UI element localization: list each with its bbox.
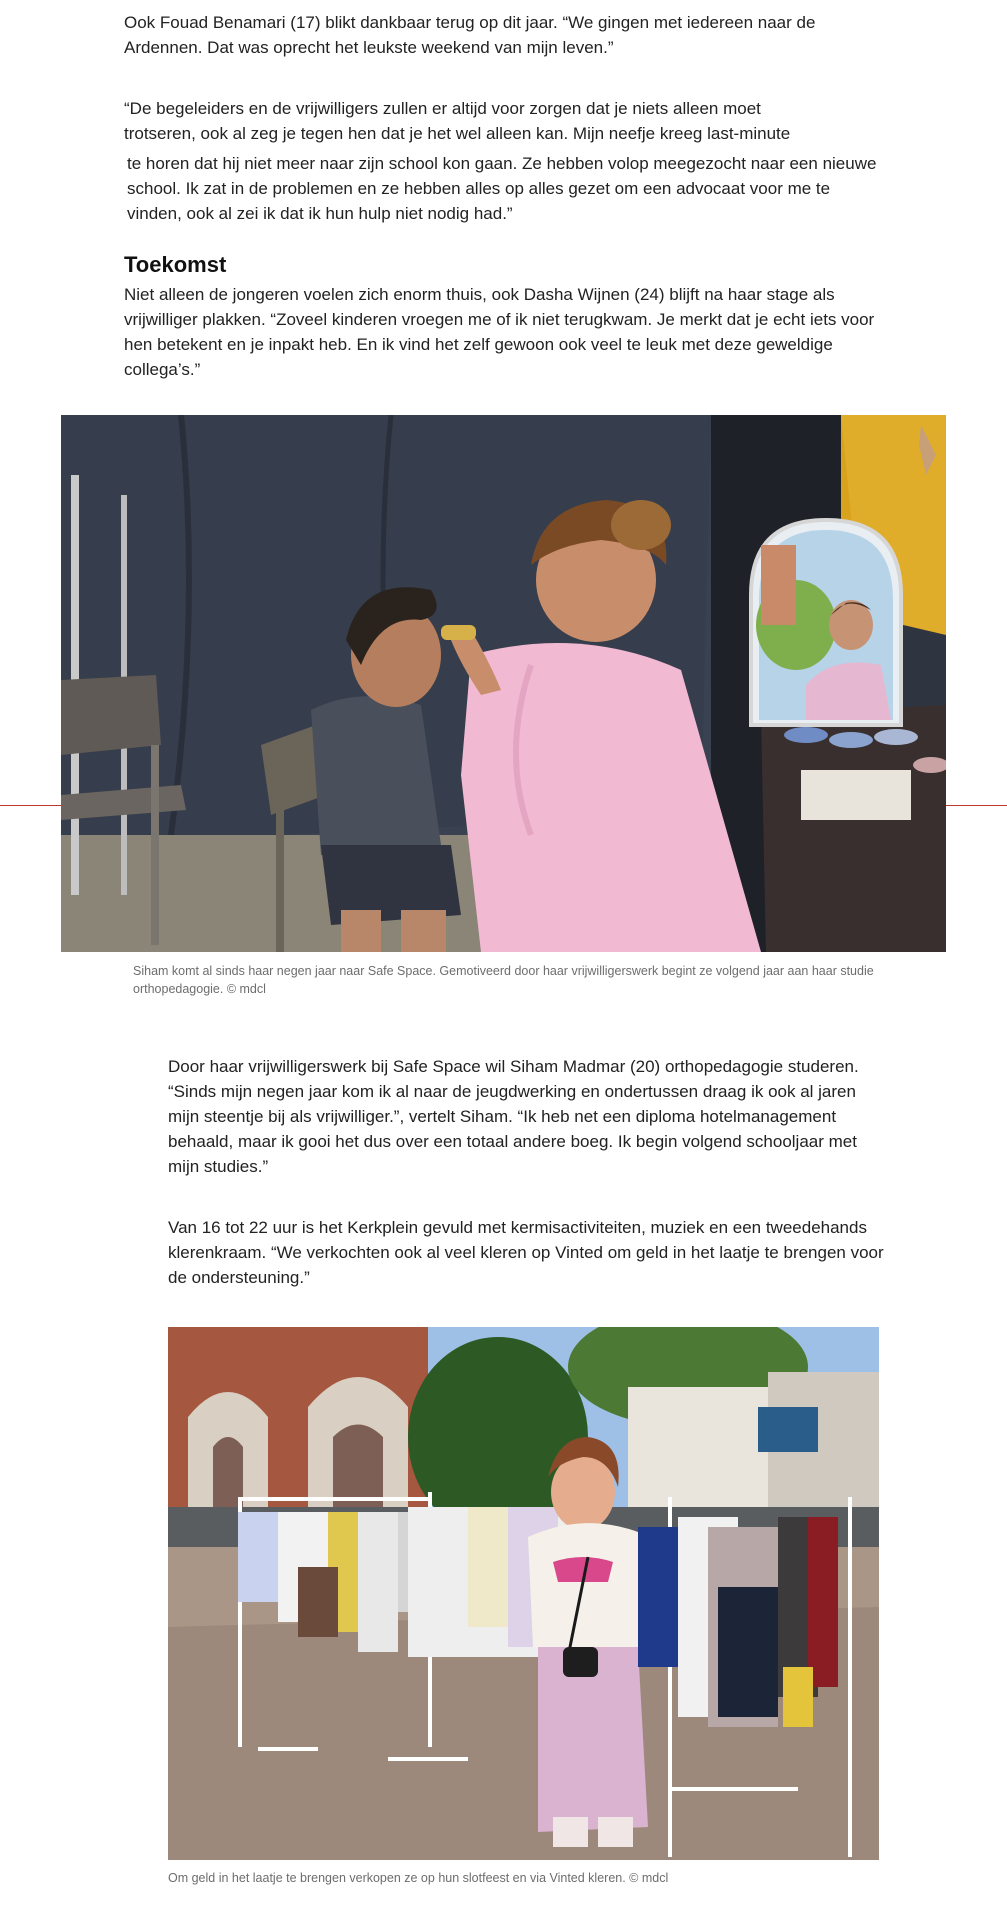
- paragraph-dasha: Niet alleen de jongeren voelen zich enorm thuis, ook Dasha Wijnen (24) blijft na haar stage als vrijwilliger plakken. “Zoveel kinderen vroegen me of ik niet terugkwam. Je merkt dat je echt iets voor hen betekent en je inpakt heb. En ik vind het zelf gewoon ook veel te leuk met deze geweldige collega’s.”: [124, 285, 875, 379]
- cropped-text-line: [132, 1041, 852, 1048]
- paragraph-begeleiders: [124, 96, 884, 146]
- paragraph-fouad: Ook Fouad Benamari (17) blikt dankbaar terug op dit jaar. “We gingen met iedereen naar de Ardennen. Dat was oprecht het leukste weekend van mijn leven.”: [124, 13, 816, 57]
- caption-face-painting: Siham komt al sinds haar negen jaar naar Safe Space. Gemotiveerd door haar vrijwilligerswerk begint ze volgend jaar aan haar studie orthopedagogie. © mdcl: [133, 964, 874, 996]
- paragraph-kerkplein: Van 16 tot 22 uur is het Kerkplein gevuld met kermisactiviteiten, muziek en een tweedehands klerenkraam. “We verkochten ook al veel kleren op Vinted om geld in het laatje te brengen voor de ondersteuning.”: [168, 1218, 884, 1287]
- paragraph-begeleiders-line1: “De begeleiders en de vrijwilligers zullen er altijd voor zorgen dat je niets alleen moet: [124, 99, 761, 118]
- photo-face-painting: [61, 415, 946, 952]
- paragraph-begeleiders-line2: trotseren, ook al zeg je tegen hen dat je het wel alleen kan. Mijn neefje kreeg last-minute: [124, 124, 791, 143]
- caption-clothing-rack: Om geld in het laatje te brengen verkopen ze op hun slotfeest en via Vinted kleren. © mdcl: [168, 1871, 669, 1885]
- section-heading-toekomst: Toekomst: [124, 252, 227, 277]
- photo-clothing-rack: [168, 1327, 879, 1860]
- paragraph-siham: Door haar vrijwilligerswerk bij Safe Space wil Siham Madmar (20) orthopedagogie studeren. “Sinds mijn negen jaar kom ik al naar de jeugdwerking en ondertussen draag ik ook al jaren mijn steentje bij als vrijwilliger.”, vertelt Siham. “Ik heb net een diploma hotelmanagement behaald, maar ik gooi het dus over een totaal andere boeg. Ik begin volgend schooljaar met mijn studies.”: [168, 1057, 859, 1176]
- paragraph-begeleiders-continued: te horen dat hij niet meer naar zijn school kon gaan. Ze hebben volop meegezocht naar een nieuwe school. Ik zat in de problemen en ze hebben alles op alles gezet om een advocaat voor me te vinden, ook al zei ik dat ik hun hulp niet nodig had.”: [127, 154, 877, 223]
